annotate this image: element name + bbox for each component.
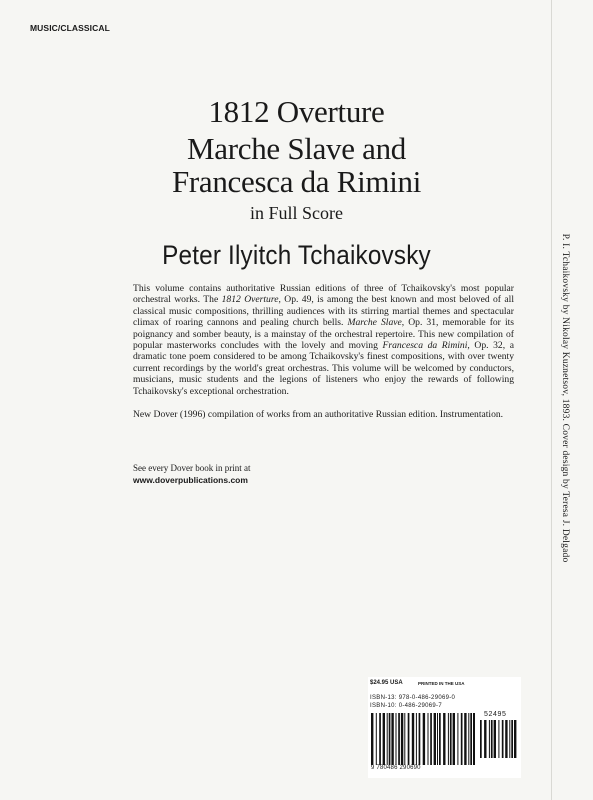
addon-barcode (480, 720, 518, 765)
dover-promo (133, 462, 393, 486)
edition-note: New Dover (1996) compilation of works from an authoritative Russian edition. Instrumentation. (133, 409, 504, 420)
isbn13-label: ISBN-13: 978-0-486-29069-0 (370, 695, 456, 701)
title-line-3: Francesca da Rimini (171, 164, 422, 199)
subtitle: in Full Score (250, 203, 343, 223)
barcode-block (368, 677, 521, 778)
desc-text-d: , Op. 32, a dramatic tone poem considered to be among Tchaikovsky's finest compositions, with over twenty current recordings by the world's great orchestras. This volume will be welcomed by conductors, musicians, music students and the legions of listeners who enjoy the rewards of following Tchaikovsky's exceptional orchestration. (133, 340, 514, 397)
isbn10-label: ISBN-10: 0-486-29069-7 (370, 703, 442, 709)
category-label: MUSIC/CLASSICAL (30, 23, 110, 33)
composer-name: Peter Ilyitch Tchaikovsky (162, 240, 431, 270)
desc-text-a: This volume contains authoritative Russian editions of three of Tchaikovsky's most popular orchestral works. The (133, 283, 514, 306)
printed-in-label: PRINTED IN THE USA (418, 681, 465, 686)
desc-italic-1812: 1812 Overture (221, 294, 279, 306)
desc-italic-francesca: Francesca da Rimini (382, 340, 468, 352)
promo-url-link[interactable]: www.doverpublications.com (133, 475, 248, 485)
desc-text-c: , Op. 31, memorable for its poignancy and somber beauty, is a mainstay of the orchestral repertoire. This new compilation of popular masterworks concludes with the lovely and moving (133, 317, 515, 352)
description-paragraph (133, 283, 514, 397)
desc-italic-marche: Marche Slave (347, 317, 402, 329)
promo-text: See every Dover book in print at (133, 463, 251, 473)
ean-digits: 9 780486 290690 (371, 765, 421, 771)
addon-digits: 52495 (484, 711, 507, 718)
spine-credits: P. I. Tchaikovsky by Nikolay Kuznetsov, 1893. Cover design by Teresa J. Delgado (560, 233, 570, 563)
title-line-2: Marche Slave and (187, 131, 406, 166)
desc-text-b: , Op. 49, is among the best known and most beloved of all classical music compositions, thrilling audiences with its stirring martial themes and spectacular climax of roaring cannons and pealing church bells. (133, 294, 514, 329)
price-label: $24.95 USA (370, 680, 403, 686)
title-line-1: 1812 Overture (208, 94, 385, 129)
ean-barcode (371, 713, 475, 765)
